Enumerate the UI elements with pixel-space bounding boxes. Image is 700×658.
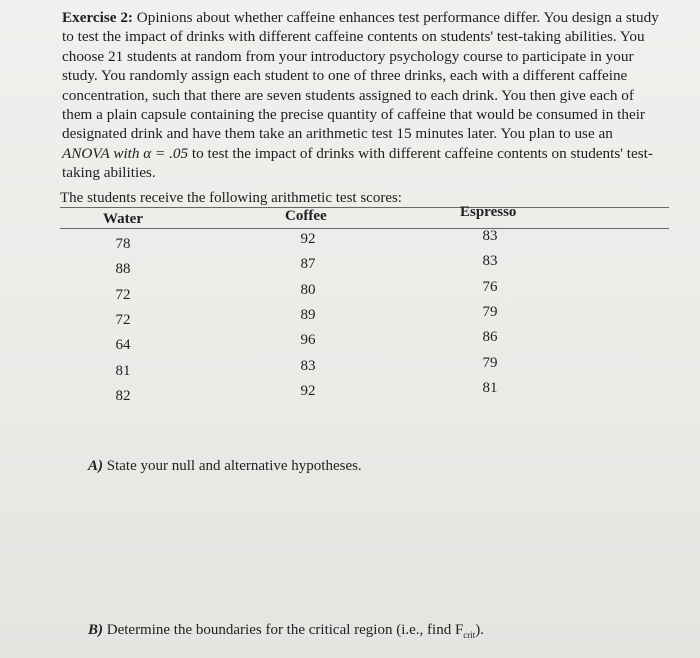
question-b-text: Determine the boundaries for the critical region (i.e., find F [103,622,464,638]
header-water: Water [103,211,143,227]
anova-alpha: ANOVA with α = .05 [62,144,189,162]
score-water-7: 82 [115,388,131,404]
score-water-4: 72 [115,312,131,328]
score-coffee-2: 87 [300,256,316,272]
score-coffee-7: 92 [300,383,316,399]
exercise-label: Exercise 2: [62,9,133,26]
question-a-text: State your null and alternative hypotheses. [103,458,362,474]
table-top-rule [60,207,669,208]
score-espresso-7: 81 [482,380,498,396]
score-espresso-6: 79 [482,355,498,371]
question-a [88,458,362,475]
score-espresso-4: 79 [482,304,498,320]
score-espresso-1: 83 [482,228,498,244]
question-b-subscript: crit [463,630,476,640]
exercise-text [62,8,662,183]
table-header-rule [60,228,669,229]
question-b-end: ). [475,622,485,638]
score-coffee-6: 83 [300,358,316,374]
score-coffee-3: 80 [300,282,316,298]
exercise-tail: to test the impact of drinks with different caffeine contents on students' test-taking abilities. [62,144,653,182]
score-water-6: 81 [115,363,131,379]
question-a-label: A) [88,458,103,474]
score-water-2: 88 [115,261,131,277]
header-espresso: Espresso [460,204,517,220]
score-espresso-3: 76 [482,279,498,295]
score-espresso-5: 86 [482,329,498,345]
score-espresso-2: 83 [482,253,498,269]
score-water-5: 64 [115,337,131,353]
question-b [88,622,484,640]
score-water-1: 78 [115,236,131,252]
score-coffee-5: 96 [300,332,316,348]
table-caption: The students receive the following arithmetic test scores: [60,190,402,206]
score-coffee-1: 92 [300,231,316,247]
exercise-intro: Opinions about whether caffeine enhances test performance differ. You design a study to test the impact of drinks with different caffeine contents on students' test-taking abilities. You choose 21 students at random from your introductory psychology course to participate in your study. You randomly assign each student to one of three drinks, each with a different caffeine concentration, such that there are seven students assigned to each drink. You then give each of them a plain capsule containing the precise quantity of caffeine that would be consumed in their designated drink and have them take an arithmetic test 15 minutes later. You plan to use an [62,9,659,143]
question-b-label: B) [88,622,103,638]
score-water-3: 72 [115,287,131,303]
header-coffee: Coffee [285,208,327,224]
score-coffee-4: 89 [300,307,316,323]
